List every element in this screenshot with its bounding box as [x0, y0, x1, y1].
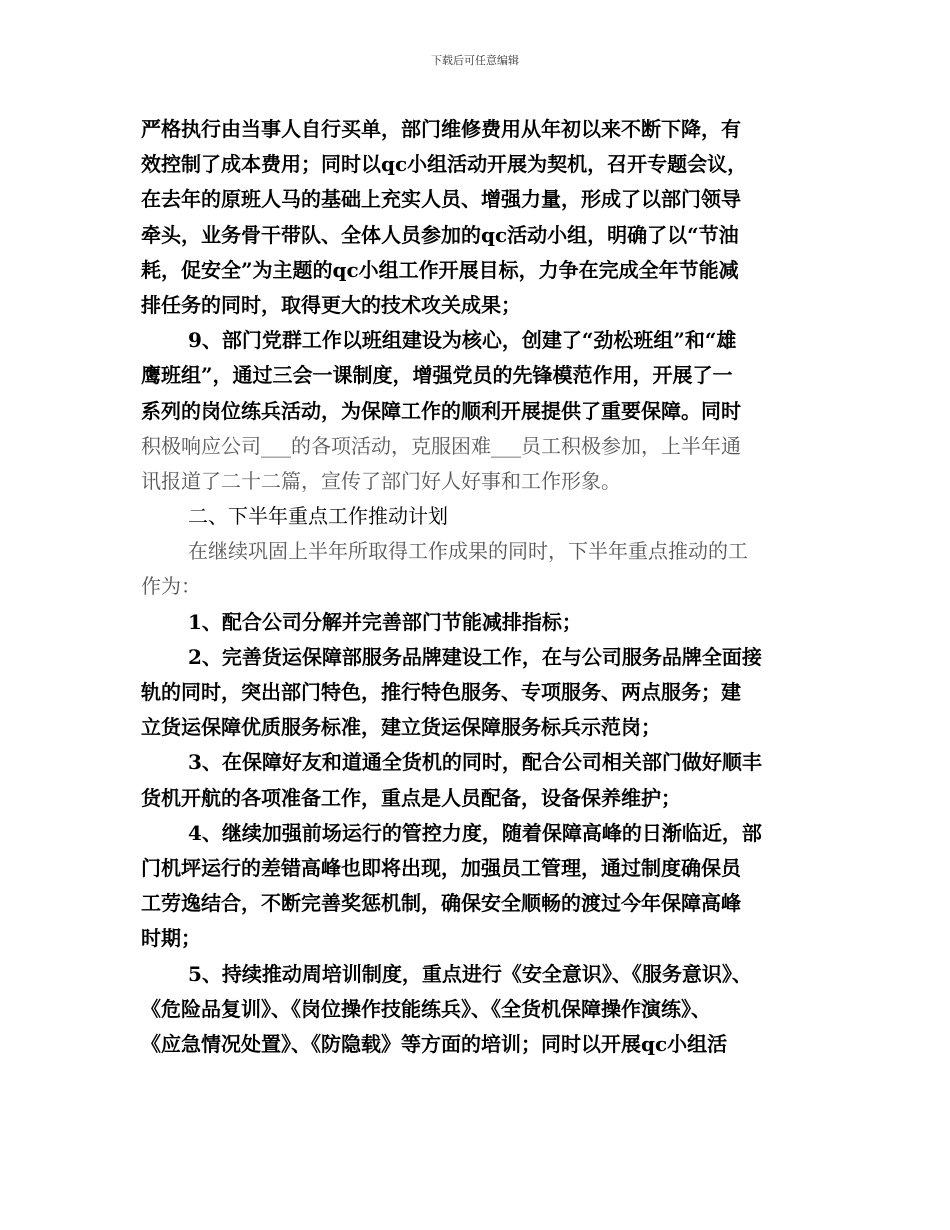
text-line: 严格执行由当事人自行买单，部门维修费用从年初以来不断下降，有	[141, 117, 741, 141]
text-line: 耗，促安全”为主题的qc小组工作开展目标，力争在完成全年节能减	[141, 257, 739, 282]
text-line: 鹰班组”，通过三会一课制度，增强党员的先锋模范作用，开展了一	[141, 363, 733, 388]
text-line: 立货运保障优质服务标准，建立货运保障服务标兵示范岗；	[141, 715, 661, 740]
text-line: 轨的同时，突出部门特色，推行特色服务、专项服务、两点服务；建	[141, 680, 741, 704]
text-line: 在继续巩固上半年所取得工作成果的同时，下半年重点推动的工	[188, 539, 748, 564]
text-line: 9、部门党群工作以班组建设为核心，创建了“劲松班组”和“雄	[188, 328, 737, 353]
text-line: 二、下半年重点工作推动计划	[188, 504, 448, 529]
text-line: 3、在保障好友和道通全货机的同时，配合公司相关部门做好顺丰	[188, 750, 762, 775]
document-body	[141, 112, 821, 1062]
text-line: 时期；	[141, 926, 201, 951]
text-line: 牵头，业务骨干带队、全体人员参加的qc活动小组，明确了以“节油	[141, 222, 739, 247]
text-line: 系列的岗位练兵活动，为保障工作的顺利开展提供了重要保障。同时	[141, 398, 741, 423]
text-line: 2、完善货运保障部服务品牌建设工作，在与公司服务品牌全面接	[188, 644, 762, 669]
text-line: 工劳逸结合，不断完善奖惩机制，确保安全顺畅的渡过今年保障高峰	[141, 891, 741, 916]
text-line: 货机开航的各项准备工作，重点是人员配备，设备保养维护；	[141, 785, 681, 810]
text-line: 1、配合公司分解并完善部门节能减排指标；	[188, 609, 582, 634]
page-header: 下载后可任意编辑	[431, 54, 519, 67]
text-line: 门机坪运行的差错高峰也即将出现，加强员工管理，通过制度确保员	[141, 855, 741, 880]
text-line: 积极响应公司___的各项活动，克服困难___员工积极参加，上半年通	[141, 433, 741, 458]
text-line: 效控制了成本费用；同时以qc小组活动开展为契机，召开专题会议，	[141, 152, 748, 177]
text-line: 排任务的同时，取得更大的技术攻关成果；	[141, 292, 521, 317]
text-line: 在去年的原班人马的基础上充实人员、增强力量，形成了以部门领导	[141, 187, 741, 212]
text-line: 讯报道了二十二篇，宣传了部门好人好事和工作形象。	[141, 468, 621, 493]
text-line: 4、继续加强前场运行的管控力度，随着保障高峰的日渐临近，部	[188, 820, 762, 845]
text-line: 作为：	[141, 574, 201, 599]
text-line: 《危险品复训》、《岗位操作技能练兵》、《全货机保障操作演练》、	[141, 996, 711, 1021]
text-line: 5、持续推动周培训制度，重点进行《安全意识》、《服务意识》、	[188, 961, 752, 986]
text-line: 《应急情况处置》、《防隐载》等方面的培训；同时以开展qc小组活	[141, 1031, 728, 1056]
